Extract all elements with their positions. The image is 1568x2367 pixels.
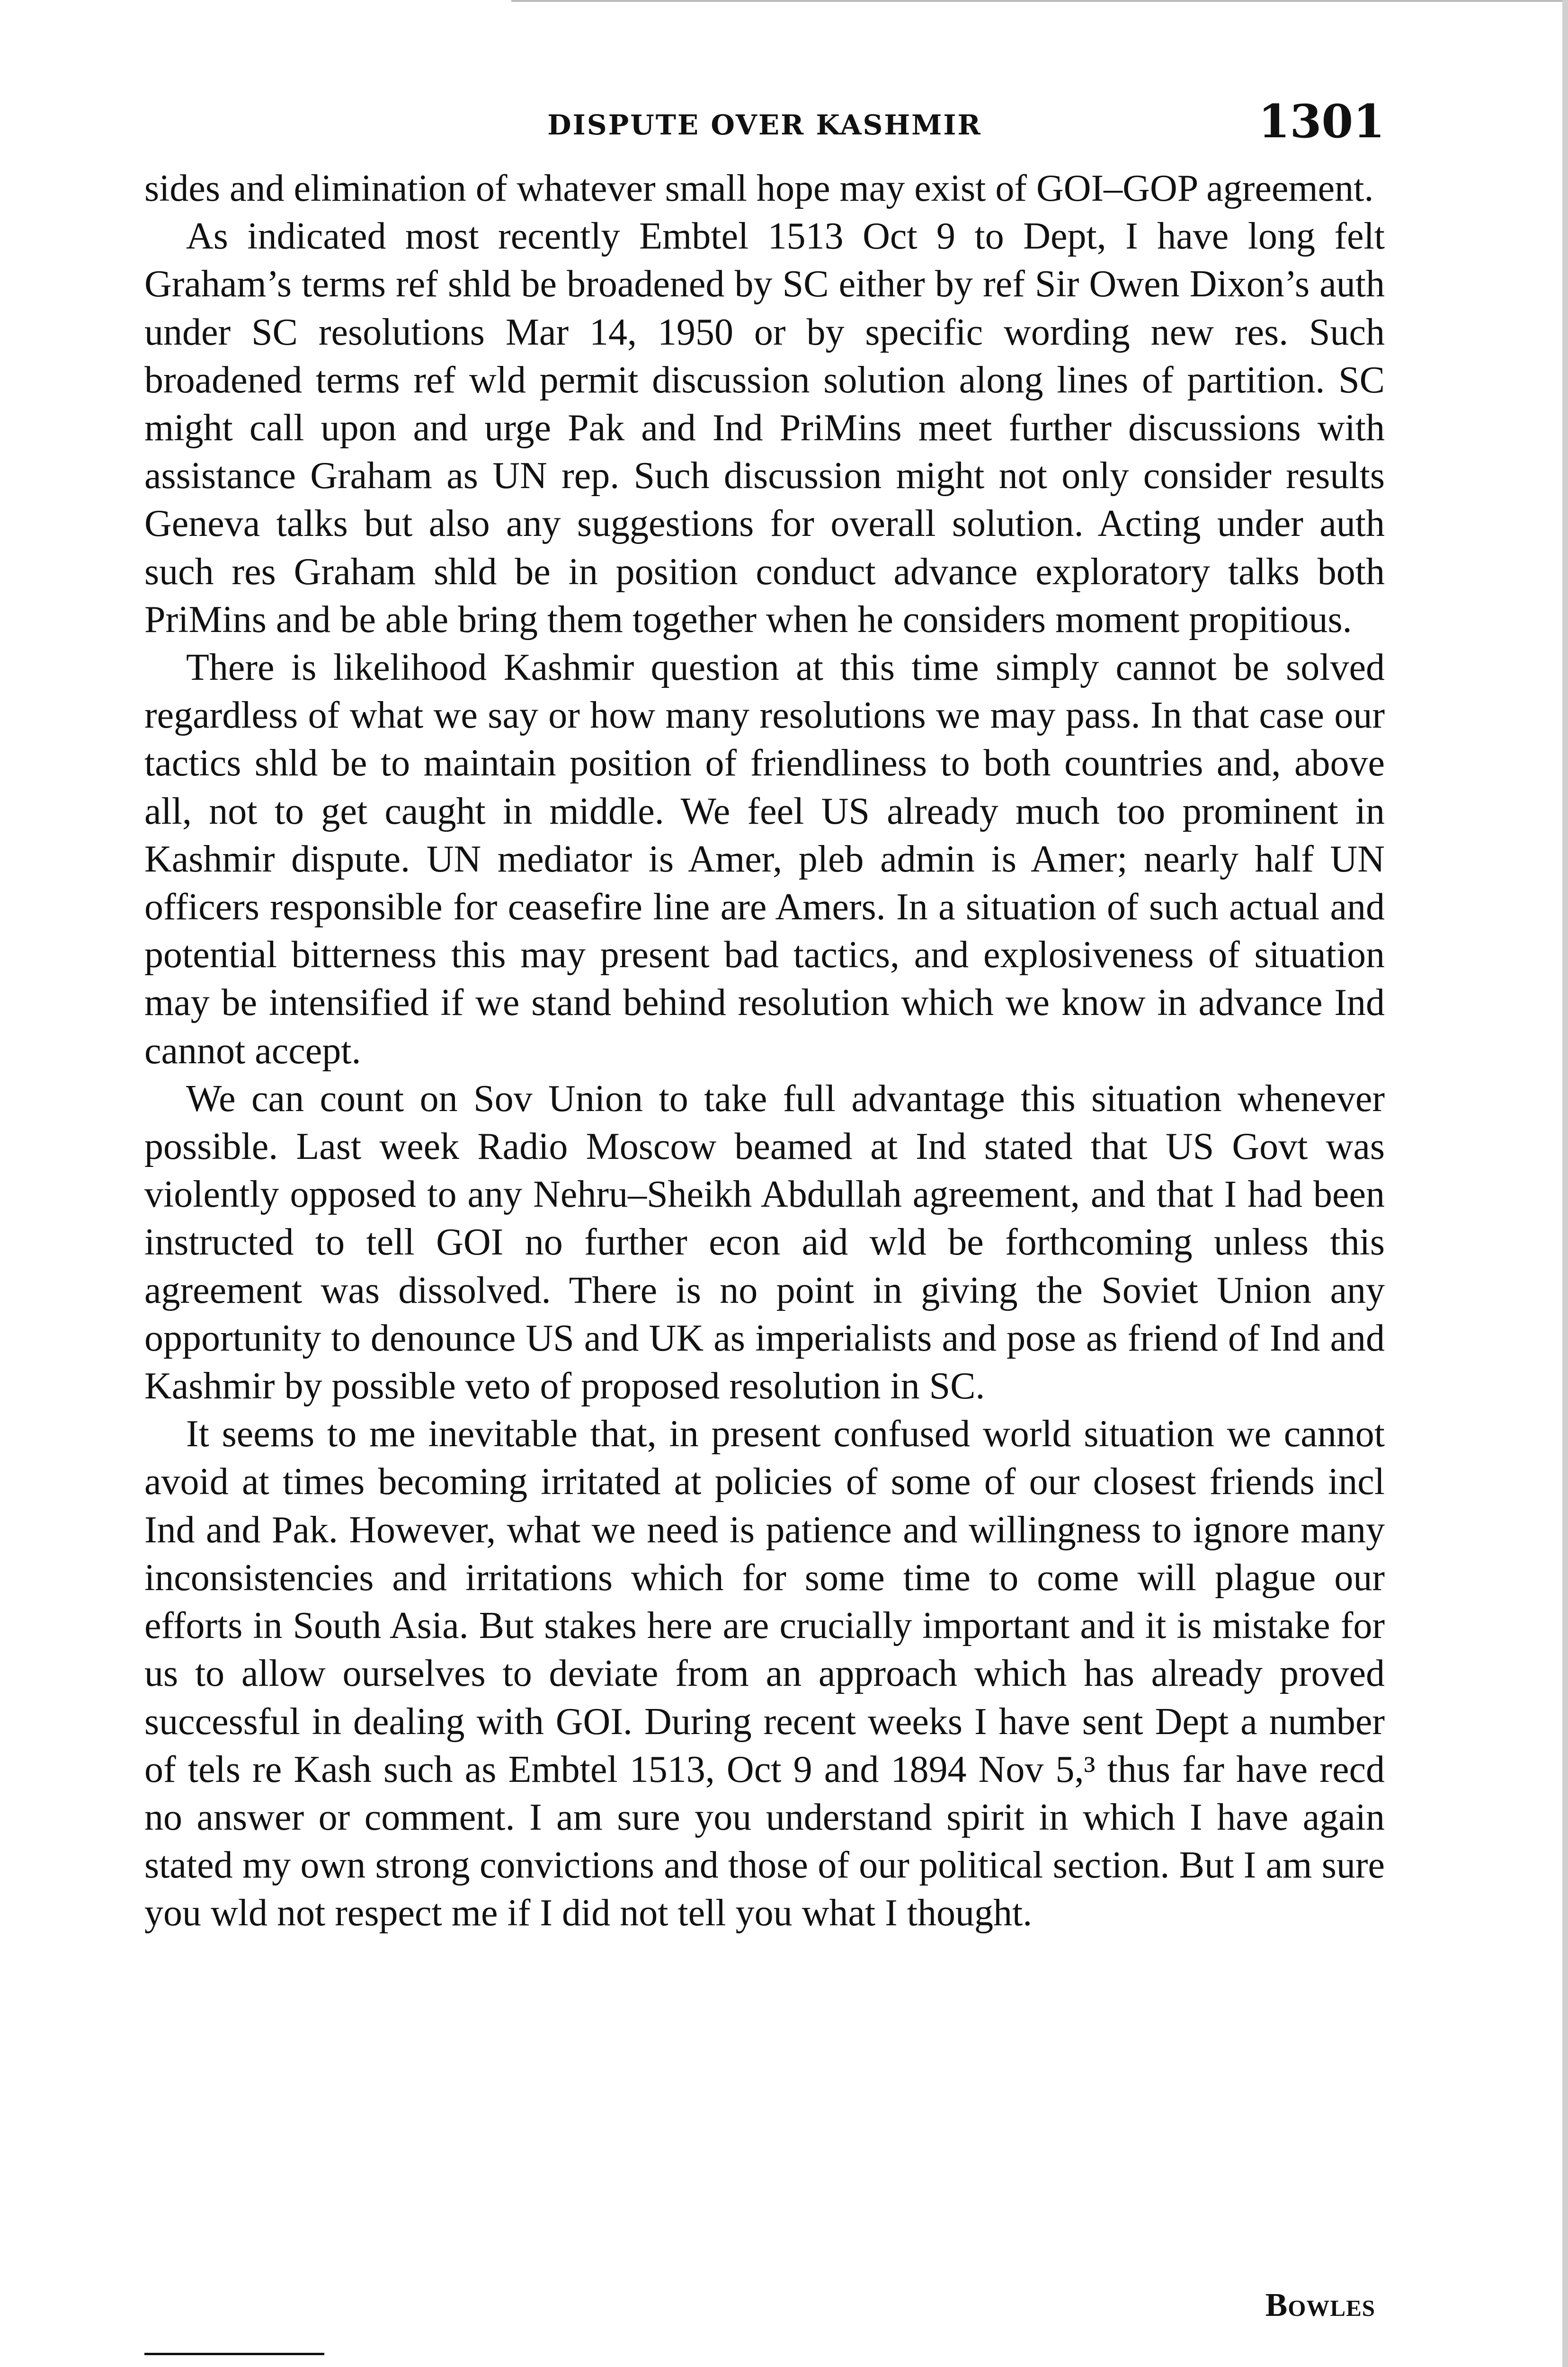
running-title: DISPUTE OVER KASHMIR — [547, 109, 982, 141]
scan-right-edge — [1562, 0, 1568, 2367]
body-text — [144, 165, 1385, 1938]
paragraph-continued: sides and elimination of whatever small hope may exist of GOI–GOP agreement. — [144, 168, 1374, 209]
footnote-rule — [144, 2353, 324, 2355]
page-number: 1301 — [1258, 95, 1385, 148]
signature: Bowles — [1265, 2287, 1375, 2323]
document-page — [144, 90, 1385, 1938]
running-head — [144, 90, 1385, 156]
paragraph-graham-terms: As indicated most recently Embtel 1513 Oct 9 to Dept, I have long felt Graham’s terms ref shld be broadened by SC either by ref Sir Owen Dixon’s auth under SC resolutions Mar 14, 1950 or by specific wording new res. Such broadened terms ref wld permit discussion solution along lines of partition. SC might call upon and urge Pak and Ind PriMins meet further discussions with assistance Graham as UN rep. Such discussion might not only consider results Geneva talks but also any suggestions for overall solution. Acting under auth such res Graham shld be in position conduct advance exploratory talks both PriMins and be able bring them together when he considers moment propitious. — [144, 215, 1385, 641]
paragraph-sov-union: We can count on Sov Union to take full advantage this situation whenever possible. Last week Radio Moscow beamed at Ind stated that US Govt was violently opposed to any Nehru–Sheikh Abdullah agreement, and that I had been instructed to tell GOI no further econ aid wld be forthcoming unless this agreement was dissolved. There is no point in giving the Soviet Union any opportunity to denounce US and UK as imperialists and pose as friend of Ind and Kashmir by possible veto of proposed resolution in SC. — [144, 1077, 1385, 1407]
paragraph-kashmir-question: There is likelihood Kashmir question at this time simply cannot be solved regardless of what we say or how many resolutions we may pass. In that case our tactics shld be to maintain position of friendliness to both countries and, above all, not to get caught in middle. We feel US already much too prominent in Kashmir dispute. UN mediator is Amer, pleb admin is Amer; nearly half UN officers responsible for ceasefire line are Amers. In a situation of such actual and potential bitterness this may present bad tactics, and explosiveness of situation may be intensified if we stand behind resolution which we know in advance Ind cannot accept. — [144, 647, 1385, 1072]
scan-top-edge — [511, 0, 1568, 2]
paragraph-conclusion: It seems to me inevitable that, in present confused world situation we cannot avoid at times becoming irritated at policies of some of our closest friends incl Ind and Pak. However, what we need is patience and willingness to ignore many inconsistencies and irritations which for some time to come will plague our efforts in South Asia. But stakes here are crucially important and it is mistake for us to allow ourselves to deviate from an approach which has already proved successful in dealing with GOI. During recent weeks I have sent Dept a number of tels re Kash such as Embtel 1513, Oct 9 and 1894 Nov 5,³ thus far have recd no answer or comment. I am sure you understand spirit in which I have again stated my own strong convictions and those of our political section. But I am sure you wld not respect me if I did not tell you what I thought. — [144, 1413, 1385, 1934]
